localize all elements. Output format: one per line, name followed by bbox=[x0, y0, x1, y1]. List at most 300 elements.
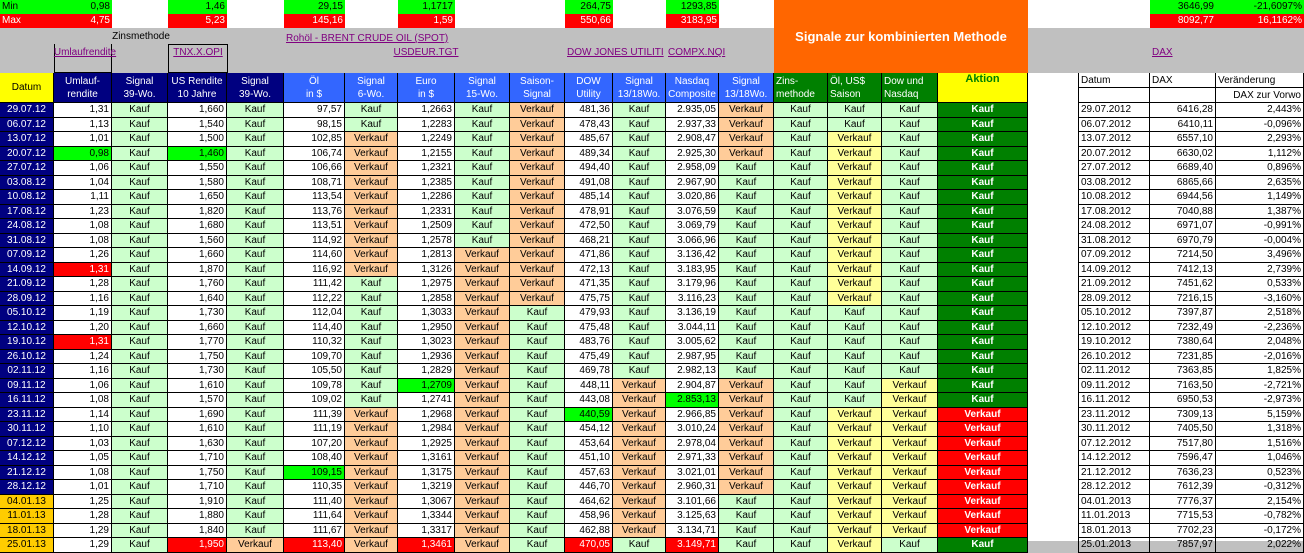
signal-cell[interactable]: Verkauf bbox=[719, 466, 774, 480]
signal-cell[interactable]: Verkauf bbox=[455, 393, 510, 408]
dax-value[interactable]: 7412,13 bbox=[1150, 263, 1216, 277]
signal-cell[interactable]: Kauf bbox=[882, 161, 938, 176]
signal-cell[interactable]: Verkauf bbox=[613, 393, 666, 408]
value-cell[interactable]: 1,610 bbox=[168, 422, 227, 437]
signal-cell[interactable]: Kauf bbox=[345, 364, 398, 379]
dax-change[interactable]: 3,496% bbox=[1216, 248, 1304, 263]
signal-cell[interactable]: Verkauf bbox=[828, 480, 882, 495]
signal-cell[interactable]: Kauf bbox=[510, 466, 565, 480]
signal-cell[interactable]: Kauf bbox=[112, 321, 168, 335]
dax-value[interactable]: 7309,13 bbox=[1150, 408, 1216, 422]
value-cell[interactable]: 2.908,47 bbox=[666, 132, 719, 147]
value-cell[interactable]: 475,49 bbox=[565, 350, 613, 364]
value-cell[interactable]: 1,3461 bbox=[398, 538, 455, 553]
signal-cell[interactable]: Verkauf bbox=[882, 509, 938, 524]
signal-cell[interactable]: Kauf bbox=[719, 263, 774, 277]
signal-cell[interactable]: Kauf bbox=[227, 161, 284, 176]
signal-cell[interactable]: Kauf bbox=[227, 393, 284, 408]
signal-cell[interactable]: Verkauf bbox=[828, 538, 882, 553]
value-cell[interactable]: 1,2813 bbox=[398, 248, 455, 263]
signal-cell[interactable]: Verkauf bbox=[455, 451, 510, 466]
dax-date[interactable]: 17.08.2012 bbox=[1078, 205, 1150, 219]
signal-cell[interactable]: Verkauf bbox=[828, 466, 882, 480]
aktion-cell[interactable]: Kauf bbox=[938, 277, 1028, 292]
value-cell[interactable]: 2.935,05 bbox=[666, 103, 719, 118]
dax-change[interactable]: 0,533% bbox=[1216, 277, 1304, 292]
dax-date[interactable]: 21.12.2012 bbox=[1078, 466, 1150, 480]
value-cell[interactable]: 1,08 bbox=[54, 234, 112, 248]
value-cell[interactable]: 113,54 bbox=[284, 190, 345, 205]
value-cell[interactable]: 1,610 bbox=[168, 379, 227, 393]
signal-cell[interactable]: Verkauf bbox=[828, 219, 882, 234]
aktion-cell[interactable]: Verkauf bbox=[938, 437, 1028, 451]
row-date[interactable]: 13.07.12 bbox=[0, 132, 54, 147]
dax-change[interactable]: 2,048% bbox=[1216, 335, 1304, 350]
value-cell[interactable]: 1,2321 bbox=[398, 161, 455, 176]
signal-cell[interactable]: Verkauf bbox=[882, 422, 938, 437]
header-nasdaq[interactable]: Nasdaq Composite bbox=[666, 73, 719, 103]
signal-cell[interactable]: Kauf bbox=[613, 335, 666, 350]
value-cell[interactable]: 2.987,95 bbox=[666, 350, 719, 364]
row-date[interactable]: 03.08.12 bbox=[0, 176, 54, 190]
signal-cell[interactable]: Verkauf bbox=[345, 480, 398, 495]
value-cell[interactable]: 464,62 bbox=[565, 495, 613, 509]
row-date[interactable]: 02.11.12 bbox=[0, 364, 54, 379]
value-cell[interactable]: 1,3161 bbox=[398, 451, 455, 466]
dax-value[interactable]: 7163,50 bbox=[1150, 379, 1216, 393]
value-cell[interactable]: 1,3067 bbox=[398, 495, 455, 509]
signal-cell[interactable]: Kauf bbox=[613, 538, 666, 553]
signal-cell[interactable]: Kauf bbox=[112, 219, 168, 234]
value-cell[interactable]: 483,76 bbox=[565, 335, 613, 350]
header-sig6[interactable]: Signal 6-Wo. bbox=[345, 73, 398, 103]
signal-cell[interactable]: Verkauf bbox=[719, 103, 774, 118]
signal-cell[interactable]: Verkauf bbox=[719, 408, 774, 422]
signal-cell[interactable]: Kauf bbox=[613, 364, 666, 379]
value-cell[interactable]: 3.005,62 bbox=[666, 335, 719, 350]
signal-cell[interactable]: Kauf bbox=[774, 393, 828, 408]
signal-cell[interactable]: Kauf bbox=[510, 408, 565, 422]
signal-cell[interactable]: Kauf bbox=[774, 451, 828, 466]
value-cell[interactable]: 111,39 bbox=[284, 408, 345, 422]
value-cell[interactable]: 1,3023 bbox=[398, 335, 455, 350]
value-cell[interactable]: 1,08 bbox=[54, 466, 112, 480]
value-cell[interactable]: 1,2249 bbox=[398, 132, 455, 147]
value-cell[interactable]: 1,570 bbox=[168, 393, 227, 408]
value-cell[interactable]: 1,01 bbox=[54, 132, 112, 147]
dax-date[interactable]: 29.07.2012 bbox=[1078, 103, 1150, 118]
signal-cell[interactable]: Kauf bbox=[882, 147, 938, 161]
signal-cell[interactable]: Kauf bbox=[719, 306, 774, 321]
aktion-cell[interactable]: Kauf bbox=[938, 205, 1028, 219]
signal-cell[interactable]: Verkauf bbox=[828, 234, 882, 248]
value-cell[interactable]: 1,3219 bbox=[398, 480, 455, 495]
signal-cell[interactable]: Verkauf bbox=[455, 524, 510, 538]
signal-cell[interactable]: Kauf bbox=[112, 190, 168, 205]
value-cell[interactable]: 3.021,01 bbox=[666, 466, 719, 480]
dax-change[interactable]: -2,016% bbox=[1216, 350, 1304, 364]
dax-date[interactable]: 26.10.2012 bbox=[1078, 350, 1150, 364]
value-cell[interactable]: 3.125,63 bbox=[666, 509, 719, 524]
signal-cell[interactable]: Kauf bbox=[510, 480, 565, 495]
value-cell[interactable]: 471,35 bbox=[565, 277, 613, 292]
signal-cell[interactable]: Verkauf bbox=[828, 263, 882, 277]
signal-cell[interactable]: Kauf bbox=[112, 524, 168, 538]
signal-cell[interactable]: Verkauf bbox=[613, 466, 666, 480]
dax-value[interactable]: 7216,15 bbox=[1150, 292, 1216, 306]
signal-cell[interactable]: Kauf bbox=[613, 350, 666, 364]
value-cell[interactable]: 1,2950 bbox=[398, 321, 455, 335]
value-cell[interactable]: 2.904,87 bbox=[666, 379, 719, 393]
signal-cell[interactable]: Kauf bbox=[774, 118, 828, 132]
value-cell[interactable]: 114,60 bbox=[284, 248, 345, 263]
value-cell[interactable]: 1,2155 bbox=[398, 147, 455, 161]
value-cell[interactable]: 1,660 bbox=[168, 248, 227, 263]
signal-cell[interactable]: Kauf bbox=[774, 161, 828, 176]
value-cell[interactable]: 1,500 bbox=[168, 132, 227, 147]
signal-cell[interactable]: Kauf bbox=[227, 103, 284, 118]
aktion-cell[interactable]: Kauf bbox=[938, 118, 1028, 132]
value-cell[interactable]: 1,11 bbox=[54, 190, 112, 205]
value-cell[interactable]: 1,2331 bbox=[398, 205, 455, 219]
signal-cell[interactable]: Kauf bbox=[613, 234, 666, 248]
value-cell[interactable]: 111,67 bbox=[284, 524, 345, 538]
signal-cell[interactable]: Verkauf bbox=[345, 176, 398, 190]
value-cell[interactable]: 1,19 bbox=[54, 306, 112, 321]
value-cell[interactable]: 2.960,31 bbox=[666, 480, 719, 495]
dax-change[interactable]: -2,973% bbox=[1216, 393, 1304, 408]
value-cell[interactable]: 108,71 bbox=[284, 176, 345, 190]
dow-link[interactable]: DOW JONES UTILITI bbox=[567, 47, 664, 58]
value-cell[interactable]: 111,19 bbox=[284, 422, 345, 437]
signal-cell[interactable]: Verkauf bbox=[455, 422, 510, 437]
signal-cell[interactable]: Kauf bbox=[882, 350, 938, 364]
value-cell[interactable]: 110,32 bbox=[284, 335, 345, 350]
value-cell[interactable]: 114,92 bbox=[284, 234, 345, 248]
value-cell[interactable]: 112,04 bbox=[284, 306, 345, 321]
signal-cell[interactable]: Verkauf bbox=[882, 379, 938, 393]
signal-cell[interactable]: Kauf bbox=[345, 103, 398, 118]
signal-cell[interactable]: Verkauf bbox=[882, 451, 938, 466]
value-cell[interactable]: 105,50 bbox=[284, 364, 345, 379]
aktion-cell[interactable]: Verkauf bbox=[938, 466, 1028, 480]
dax-date[interactable]: 27.07.2012 bbox=[1078, 161, 1150, 176]
value-cell[interactable]: 1,2286 bbox=[398, 190, 455, 205]
signal-cell[interactable]: Verkauf bbox=[719, 422, 774, 437]
dax-date[interactable]: 11.01.2013 bbox=[1078, 509, 1150, 524]
signal-cell[interactable]: Kauf bbox=[719, 219, 774, 234]
dax-value[interactable]: 7715,53 bbox=[1150, 509, 1216, 524]
signal-cell[interactable]: Verkauf bbox=[455, 466, 510, 480]
signal-cell[interactable]: Kauf bbox=[882, 176, 938, 190]
value-cell[interactable]: 111,64 bbox=[284, 509, 345, 524]
signal-cell[interactable]: Kauf bbox=[227, 234, 284, 248]
signal-cell[interactable]: Kauf bbox=[112, 393, 168, 408]
signal-cell[interactable]: Kauf bbox=[719, 538, 774, 553]
signal-cell[interactable]: Kauf bbox=[227, 190, 284, 205]
aktion-cell[interactable]: Verkauf bbox=[938, 451, 1028, 466]
signal-cell[interactable]: Kauf bbox=[774, 205, 828, 219]
dax-value[interactable]: 7380,64 bbox=[1150, 335, 1216, 350]
header-saison[interactable]: Saison- Signal bbox=[510, 73, 565, 103]
signal-cell[interactable]: Kauf bbox=[774, 379, 828, 393]
aktion-cell[interactable]: Kauf bbox=[938, 248, 1028, 263]
signal-cell[interactable]: Kauf bbox=[719, 277, 774, 292]
dax-change[interactable]: 1,112% bbox=[1216, 147, 1304, 161]
signal-cell[interactable]: Kauf bbox=[455, 176, 510, 190]
row-date[interactable]: 20.07.12 bbox=[0, 147, 54, 161]
dax-change[interactable]: -0,004% bbox=[1216, 234, 1304, 248]
signal-cell[interactable]: Kauf bbox=[227, 437, 284, 451]
signal-cell[interactable]: Verkauf bbox=[510, 118, 565, 132]
aktion-cell[interactable]: Kauf bbox=[938, 379, 1028, 393]
value-cell[interactable]: 1,08 bbox=[54, 393, 112, 408]
signal-cell[interactable]: Kauf bbox=[774, 538, 828, 553]
signal-cell[interactable]: Kauf bbox=[112, 509, 168, 524]
value-cell[interactable]: 471,86 bbox=[565, 248, 613, 263]
dax-value[interactable]: 6630,02 bbox=[1150, 147, 1216, 161]
signal-cell[interactable]: Kauf bbox=[774, 437, 828, 451]
value-cell[interactable]: 1,750 bbox=[168, 350, 227, 364]
value-cell[interactable]: 106,74 bbox=[284, 147, 345, 161]
value-cell[interactable]: 110,35 bbox=[284, 480, 345, 495]
row-date[interactable]: 25.01.13 bbox=[0, 538, 54, 553]
signal-cell[interactable]: Verkauf bbox=[828, 408, 882, 422]
value-cell[interactable]: 485,14 bbox=[565, 190, 613, 205]
signal-cell[interactable]: Verkauf bbox=[510, 176, 565, 190]
dax-value[interactable]: 6970,79 bbox=[1150, 234, 1216, 248]
signal-cell[interactable]: Kauf bbox=[613, 132, 666, 147]
signal-cell[interactable]: Kauf bbox=[774, 422, 828, 437]
aktion-cell[interactable]: Kauf bbox=[938, 103, 1028, 118]
signal-cell[interactable]: Kauf bbox=[882, 364, 938, 379]
signal-cell[interactable]: Kauf bbox=[227, 277, 284, 292]
signal-cell[interactable]: Kauf bbox=[455, 103, 510, 118]
value-cell[interactable]: 1,31 bbox=[54, 335, 112, 350]
signal-cell[interactable]: Kauf bbox=[227, 466, 284, 480]
signal-cell[interactable]: Verkauf bbox=[510, 190, 565, 205]
value-cell[interactable]: 489,34 bbox=[565, 147, 613, 161]
signal-cell[interactable]: Verkauf bbox=[719, 437, 774, 451]
signal-cell[interactable]: Kauf bbox=[774, 524, 828, 538]
signal-cell[interactable]: Kauf bbox=[719, 350, 774, 364]
dax-change[interactable]: 0,896% bbox=[1216, 161, 1304, 176]
header-euro[interactable]: Euro in $ bbox=[398, 73, 455, 103]
signal-cell[interactable]: Kauf bbox=[774, 364, 828, 379]
signal-cell[interactable]: Verkauf bbox=[510, 234, 565, 248]
dax-change[interactable]: 1,318% bbox=[1216, 422, 1304, 437]
dax-date[interactable]: 18.01.2013 bbox=[1078, 524, 1150, 538]
dax-date[interactable]: 02.11.2012 bbox=[1078, 364, 1150, 379]
dax-value[interactable]: 6944,56 bbox=[1150, 190, 1216, 205]
signal-cell[interactable]: Kauf bbox=[882, 132, 938, 147]
header-zins[interactable]: Zins- methode bbox=[774, 73, 828, 103]
row-date[interactable]: 14.09.12 bbox=[0, 263, 54, 277]
signal-cell[interactable]: Kauf bbox=[828, 364, 882, 379]
row-date[interactable]: 14.12.12 bbox=[0, 451, 54, 466]
signal-cell[interactable]: Verkauf bbox=[455, 335, 510, 350]
value-cell[interactable]: 1,16 bbox=[54, 364, 112, 379]
dax-value[interactable]: 7596,47 bbox=[1150, 451, 1216, 466]
signal-cell[interactable]: Kauf bbox=[227, 364, 284, 379]
signal-cell[interactable]: Verkauf bbox=[613, 451, 666, 466]
signal-cell[interactable]: Kauf bbox=[510, 364, 565, 379]
header-datum[interactable]: Datum bbox=[0, 73, 54, 103]
dax-change[interactable]: 2,022% bbox=[1216, 538, 1304, 553]
dax-value[interactable]: 7636,23 bbox=[1150, 466, 1216, 480]
signal-cell[interactable]: Kauf bbox=[112, 234, 168, 248]
aktion-cell[interactable]: Kauf bbox=[938, 364, 1028, 379]
signal-cell[interactable]: Kauf bbox=[227, 335, 284, 350]
value-cell[interactable]: 494,40 bbox=[565, 161, 613, 176]
dax-value[interactable]: 7517,80 bbox=[1150, 437, 1216, 451]
signal-cell[interactable]: Verkauf bbox=[719, 379, 774, 393]
value-cell[interactable]: 3.116,23 bbox=[666, 292, 719, 306]
signal-cell[interactable]: Kauf bbox=[345, 306, 398, 321]
value-cell[interactable]: 1,3126 bbox=[398, 263, 455, 277]
dax-change[interactable]: -2,721% bbox=[1216, 379, 1304, 393]
signal-cell[interactable]: Kauf bbox=[774, 306, 828, 321]
signal-cell[interactable]: Verkauf bbox=[613, 495, 666, 509]
dax-date[interactable]: 07.09.2012 bbox=[1078, 248, 1150, 263]
signal-cell[interactable]: Verkauf bbox=[455, 277, 510, 292]
dax-change[interactable]: -2,236% bbox=[1216, 321, 1304, 335]
aktion-cell[interactable]: Kauf bbox=[938, 350, 1028, 364]
signal-cell[interactable]: Verkauf bbox=[227, 538, 284, 553]
signal-cell[interactable]: Kauf bbox=[828, 350, 882, 364]
signal-cell[interactable]: Verkauf bbox=[828, 509, 882, 524]
signal-cell[interactable]: Kauf bbox=[227, 408, 284, 422]
value-cell[interactable]: 106,66 bbox=[284, 161, 345, 176]
signal-cell[interactable]: Kauf bbox=[510, 451, 565, 466]
signal-cell[interactable]: Verkauf bbox=[719, 480, 774, 495]
row-date[interactable]: 09.11.12 bbox=[0, 379, 54, 393]
row-date[interactable]: 06.07.12 bbox=[0, 118, 54, 132]
signal-cell[interactable]: Verkauf bbox=[345, 422, 398, 437]
value-cell[interactable]: 1,550 bbox=[168, 161, 227, 176]
value-cell[interactable]: 3.183,95 bbox=[666, 263, 719, 277]
dax-date[interactable]: 30.11.2012 bbox=[1078, 422, 1150, 437]
value-cell[interactable]: 1,460 bbox=[168, 147, 227, 161]
signal-cell[interactable]: Kauf bbox=[774, 495, 828, 509]
signal-cell[interactable]: Kauf bbox=[345, 335, 398, 350]
row-date[interactable]: 28.12.12 bbox=[0, 480, 54, 495]
value-cell[interactable]: 1,06 bbox=[54, 161, 112, 176]
signal-cell[interactable]: Verkauf bbox=[345, 234, 398, 248]
dax-change[interactable]: -0,782% bbox=[1216, 509, 1304, 524]
value-cell[interactable]: 3.044,11 bbox=[666, 321, 719, 335]
signal-cell[interactable]: Verkauf bbox=[613, 422, 666, 437]
signal-cell[interactable]: Kauf bbox=[882, 263, 938, 277]
aktion-cell[interactable]: Kauf bbox=[938, 234, 1028, 248]
aktion-cell[interactable]: Kauf bbox=[938, 538, 1028, 553]
value-cell[interactable]: 1,06 bbox=[54, 379, 112, 393]
value-cell[interactable]: 1,2663 bbox=[398, 103, 455, 118]
dax-value[interactable]: 7232,49 bbox=[1150, 321, 1216, 335]
signal-cell[interactable]: Verkauf bbox=[455, 292, 510, 306]
signal-cell[interactable]: Verkauf bbox=[510, 161, 565, 176]
header-downdq[interactable]: Dow und Nasdaq bbox=[882, 73, 938, 103]
dax-change[interactable]: 0,523% bbox=[1216, 466, 1304, 480]
value-cell[interactable]: 1,05 bbox=[54, 451, 112, 466]
dax-value[interactable]: 7776,37 bbox=[1150, 495, 1216, 509]
value-cell[interactable]: 1,14 bbox=[54, 408, 112, 422]
header-umlauf[interactable]: Umlauf- rendite bbox=[54, 73, 112, 103]
signal-cell[interactable]: Kauf bbox=[882, 103, 938, 118]
value-cell[interactable]: 1,28 bbox=[54, 277, 112, 292]
signal-cell[interactable]: Verkauf bbox=[510, 147, 565, 161]
signal-cell[interactable]: Kauf bbox=[828, 379, 882, 393]
signal-cell[interactable]: Kauf bbox=[882, 292, 938, 306]
signal-cell[interactable]: Kauf bbox=[112, 538, 168, 553]
value-cell[interactable]: 1,690 bbox=[168, 408, 227, 422]
row-date[interactable]: 31.08.12 bbox=[0, 234, 54, 248]
dax-date[interactable]: 31.08.2012 bbox=[1078, 234, 1150, 248]
signal-cell[interactable]: Kauf bbox=[112, 103, 168, 118]
signal-cell[interactable]: Kauf bbox=[345, 379, 398, 393]
signal-cell[interactable]: Verkauf bbox=[455, 263, 510, 277]
value-cell[interactable]: 2.967,90 bbox=[666, 176, 719, 190]
signal-cell[interactable]: Kauf bbox=[774, 321, 828, 335]
value-cell[interactable]: 111,42 bbox=[284, 277, 345, 292]
signal-cell[interactable]: Verkauf bbox=[828, 147, 882, 161]
value-cell[interactable]: 1,03 bbox=[54, 437, 112, 451]
signal-cell[interactable]: Kauf bbox=[112, 132, 168, 147]
signal-cell[interactable]: Verkauf bbox=[882, 437, 938, 451]
signal-cell[interactable]: Verkauf bbox=[345, 437, 398, 451]
aktion-cell[interactable]: Verkauf bbox=[938, 495, 1028, 509]
value-cell[interactable]: 491,08 bbox=[565, 176, 613, 190]
value-cell[interactable]: 1,650 bbox=[168, 190, 227, 205]
value-cell[interactable]: 0,98 bbox=[54, 147, 112, 161]
value-cell[interactable]: 469,78 bbox=[565, 364, 613, 379]
signal-cell[interactable]: Kauf bbox=[774, 335, 828, 350]
signal-cell[interactable]: Kauf bbox=[227, 422, 284, 437]
signal-cell[interactable]: Kauf bbox=[455, 132, 510, 147]
signal-cell[interactable]: Kauf bbox=[112, 205, 168, 219]
value-cell[interactable]: 1,840 bbox=[168, 524, 227, 538]
signal-cell[interactable]: Kauf bbox=[510, 524, 565, 538]
signal-cell[interactable]: Verkauf bbox=[345, 219, 398, 234]
value-cell[interactable]: 3.136,42 bbox=[666, 248, 719, 263]
signal-cell[interactable]: Verkauf bbox=[828, 495, 882, 509]
signal-cell[interactable]: Kauf bbox=[227, 147, 284, 161]
header-sig15[interactable]: Signal 15-Wo. bbox=[455, 73, 510, 103]
signal-cell[interactable]: Verkauf bbox=[510, 292, 565, 306]
signal-cell[interactable]: Kauf bbox=[828, 335, 882, 350]
signal-cell[interactable]: Verkauf bbox=[882, 466, 938, 480]
value-cell[interactable]: 113,76 bbox=[284, 205, 345, 219]
value-cell[interactable]: 1,640 bbox=[168, 292, 227, 306]
header-oelsaison[interactable]: Öl, US$ Saison bbox=[828, 73, 882, 103]
usdeur-link[interactable]: USDEUR.TGT bbox=[393, 47, 459, 58]
row-date[interactable]: 10.08.12 bbox=[0, 190, 54, 205]
signal-cell[interactable]: Verkauf bbox=[345, 495, 398, 509]
signal-cell[interactable]: Kauf bbox=[613, 190, 666, 205]
signal-cell[interactable]: Kauf bbox=[510, 422, 565, 437]
dax-value[interactable]: 6410,11 bbox=[1150, 118, 1216, 132]
value-cell[interactable]: 1,29 bbox=[54, 524, 112, 538]
value-cell[interactable]: 98,15 bbox=[284, 118, 345, 132]
value-cell[interactable]: 3.179,96 bbox=[666, 277, 719, 292]
value-cell[interactable]: 453,64 bbox=[565, 437, 613, 451]
signal-cell[interactable]: Verkauf bbox=[719, 147, 774, 161]
dax-change[interactable]: 1,825% bbox=[1216, 364, 1304, 379]
signal-cell[interactable]: Verkauf bbox=[455, 321, 510, 335]
aktion-cell[interactable]: Kauf bbox=[938, 263, 1028, 277]
value-cell[interactable]: 3.101,66 bbox=[666, 495, 719, 509]
signal-cell[interactable]: Verkauf bbox=[613, 524, 666, 538]
